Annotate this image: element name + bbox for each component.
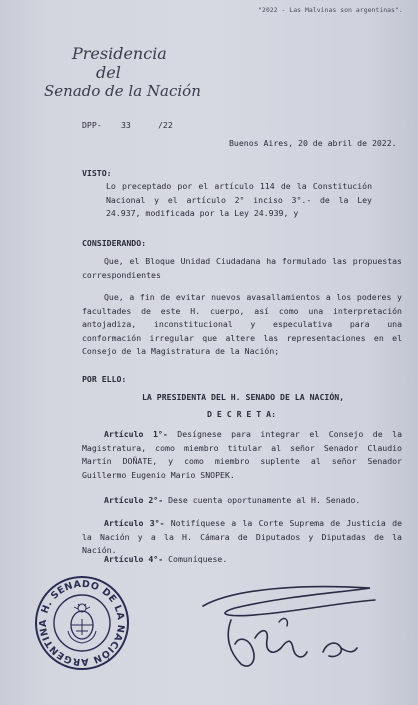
visto-heading: VISTO: [82,168,112,178]
considerando-p1: Que, el Bloque Unidad Ciudadana ha formulado las propuestas correspondientes [82,256,402,280]
article-1 [82,428,402,482]
article-4-label: Artículo 4°- [104,554,164,564]
letterhead-line-2: del [96,63,121,82]
article-2 [82,494,402,508]
letterhead-line-1: Presidencia [72,44,167,63]
considerando-p2: Que, a fin de evitar nuevos avasallamientos a los poderes y facultades de este H. cuerpo, así como una interpretación antojadiza, inconstitucional y especulativa para una conformación irregular que altere las representaciones en el Consejo de la Magistratura de la Nación; [82,292,402,357]
article-3 [82,517,402,558]
ref-number: 33 [121,120,131,130]
article-2-label: Artículo 2°- [104,495,164,505]
article-1-text: Desígnese para integrar el Consejo de la Magistratura, como miembro titular al señor Senador Claudio Martín DOÑATE, y como miembro suplente al señor Senador Guillermo Eugenio Mario SNOPEK. [82,429,403,480]
por-ello-heading: POR ELLO: [82,374,127,384]
authority-line: LA PRESIDENTA DEL H. SENADO DE LA NACIÓN, [142,392,345,402]
letterhead-line-3: Senado de la Nación [44,82,201,100]
article-4-text: Comuníquese. [168,554,228,564]
article-1-label: Artículo 1°- [104,429,168,439]
handwritten-signature [195,578,385,678]
considerando-heading: CONSIDERANDO: [82,238,147,248]
article-4 [82,553,402,567]
ref-code: DPP- [82,120,102,130]
place-date: Buenos Aires, 20 de abril de 2022. [229,138,397,148]
decreta-line: D E C R E T A: [207,409,277,419]
visto-text: Lo preceptado por el artículo 114 de la Constitución Nacional y el artículo 2° inciso 3°.- de la Ley 24.937, modificada por la Ley 24.939, y [106,181,372,219]
article-2-text: Dese cuenta oportunamente al H. Senado. [168,495,361,505]
ref-year: /22 [158,120,173,130]
senate-seal-icon [34,575,130,671]
svg-text:H. SENADO DE LA NACIÓN ARGENTI: H. SENADO DE LA NACIÓN ARGENTINA [37,578,127,668]
motto-header: "2022 - Las Malvinas son argentinas". [258,6,403,14]
article-3-label: Artículo 3°- [104,518,165,528]
article-3-text: Notifíquese a la Corte Suprema de Justicia de la Nación y a la H. Cámara de Diputados y Diputadas de la Nación. [82,518,402,556]
